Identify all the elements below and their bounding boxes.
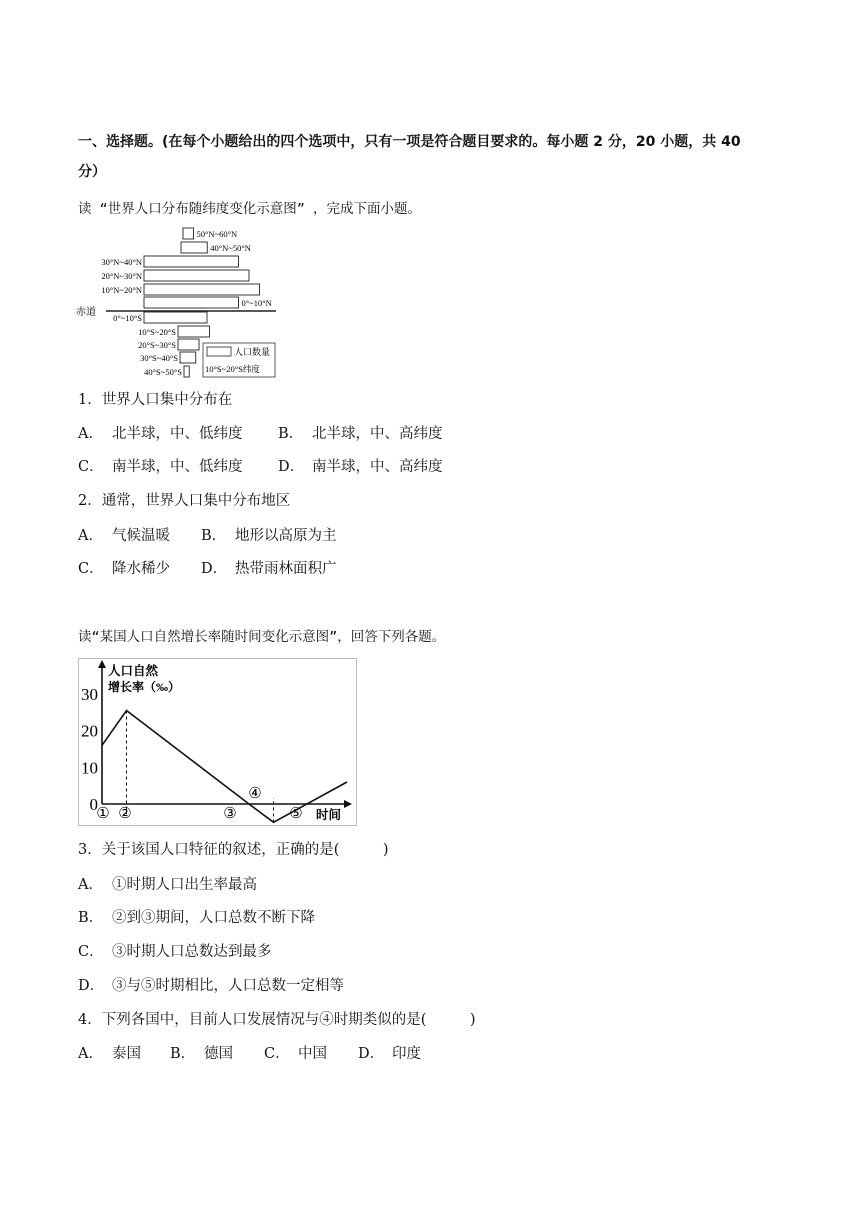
band-label: 40°N~50°N: [210, 243, 251, 253]
band-label: 20°S~30°S: [138, 340, 176, 350]
band-label: 0°~10°S: [113, 313, 142, 323]
q3-option-b[interactable]: B． ②到③期间，人口总数不断下降: [78, 910, 315, 926]
band-label: 20°N~30°N: [101, 271, 142, 281]
section-heading-continued: 分）: [78, 164, 106, 180]
intro-2: 读“某国人口自然增长率随时间变化示意图”，回答下列各题。: [78, 629, 446, 645]
q2-option-a[interactable]: A． 气候温暖: [78, 528, 170, 544]
q2-stem: 2．通常，世界人口集中分布地区: [78, 493, 291, 509]
q2-option-b[interactable]: B． 地形以高原为主: [201, 528, 337, 544]
legend-swatch: [207, 347, 231, 356]
x-axis-label: 时间: [316, 808, 342, 822]
period-marker: ②: [118, 806, 132, 822]
q1-option-d[interactable]: D． 南半球，中、高纬度: [278, 459, 443, 475]
band-bar: [144, 256, 239, 267]
q3-option-d[interactable]: D． ③与⑤时期相比，人口总数一定相等: [78, 978, 344, 994]
band-bar: [144, 284, 260, 295]
band-label: 10°N~20°N: [101, 285, 142, 295]
legend-label: 人口数量: [234, 347, 271, 357]
y-tick-label: 20: [81, 721, 98, 741]
band-label: 30°N~40°N: [101, 257, 142, 267]
q4-option-a[interactable]: A． 泰国: [78, 1046, 141, 1062]
y-tick-label: 30: [81, 685, 98, 704]
q3-stem: 3．关于该国人口特征的叙述，正确的是( ): [78, 842, 389, 858]
q1-stem: 1．世界人口集中分布在: [78, 392, 233, 408]
q4-stem: 4．下列各国中，目前人口发展情况与④时期类似的是( ): [78, 1012, 476, 1028]
band-bar: [180, 352, 196, 363]
equator-label: 赤道: [76, 307, 96, 318]
y-tick-label: 0: [89, 795, 98, 814]
q1-option-c[interactable]: C． 南半球，中、低纬度: [78, 459, 243, 475]
q3-option-a[interactable]: A． ①时期人口出生率最高: [78, 877, 257, 893]
band-bar: [183, 228, 194, 239]
section-heading: 一、选择题。(在每个小题给出的四个选项中，只有一项是符合题目要求的。每小题 2 分，20 小题，共 40: [78, 134, 741, 150]
q1-option-b[interactable]: B． 北半球，中、高纬度: [278, 426, 443, 442]
y-axis-label-line1: 人口自然: [108, 664, 159, 678]
period-marker: ⑤: [289, 806, 303, 822]
band-label: 40°S~50°S: [144, 367, 182, 377]
q2-option-d[interactable]: D． 热带雨林面积广: [201, 561, 337, 577]
y-axis-label-line2: 增长率（‰）: [108, 680, 181, 694]
q4-option-b[interactable]: B． 德国: [170, 1046, 233, 1062]
band-bar: [144, 312, 207, 323]
band-label: 10°S~20°S: [138, 327, 176, 337]
band-label: 50°N~60°N: [196, 229, 238, 239]
period-marker: ①: [96, 806, 110, 822]
growth-rate-chart: [78, 658, 358, 826]
band-bar: [144, 270, 249, 281]
band-bar: [181, 242, 207, 253]
q2-option-c[interactable]: C． 降水稀少: [78, 561, 170, 577]
q4-option-c[interactable]: C． 中国: [264, 1046, 327, 1062]
period-marker: ③: [223, 806, 237, 822]
q3-option-c[interactable]: C． ③时期人口总数达到最多: [78, 944, 272, 960]
q4-option-d[interactable]: D． 印度: [358, 1046, 421, 1062]
intro-1: 读 “世界人口分布随纬度变化示意图” ，完成下面小题。: [78, 201, 422, 217]
q1-option-a[interactable]: A． 北半球，中、低纬度: [78, 426, 243, 442]
band-label: 0°~10°N: [241, 298, 272, 308]
band-bar: [144, 297, 239, 308]
band-label: 30°S~40°S: [140, 353, 178, 363]
band-bar: [178, 339, 199, 350]
period-marker: ④: [248, 786, 262, 802]
legend-sub: 10°S~20°S纬度: [205, 364, 260, 374]
band-bar: [184, 366, 189, 377]
y-tick-label: 10: [81, 758, 98, 778]
latitude-population-figure: [76, 225, 286, 380]
band-bar: [178, 326, 210, 337]
